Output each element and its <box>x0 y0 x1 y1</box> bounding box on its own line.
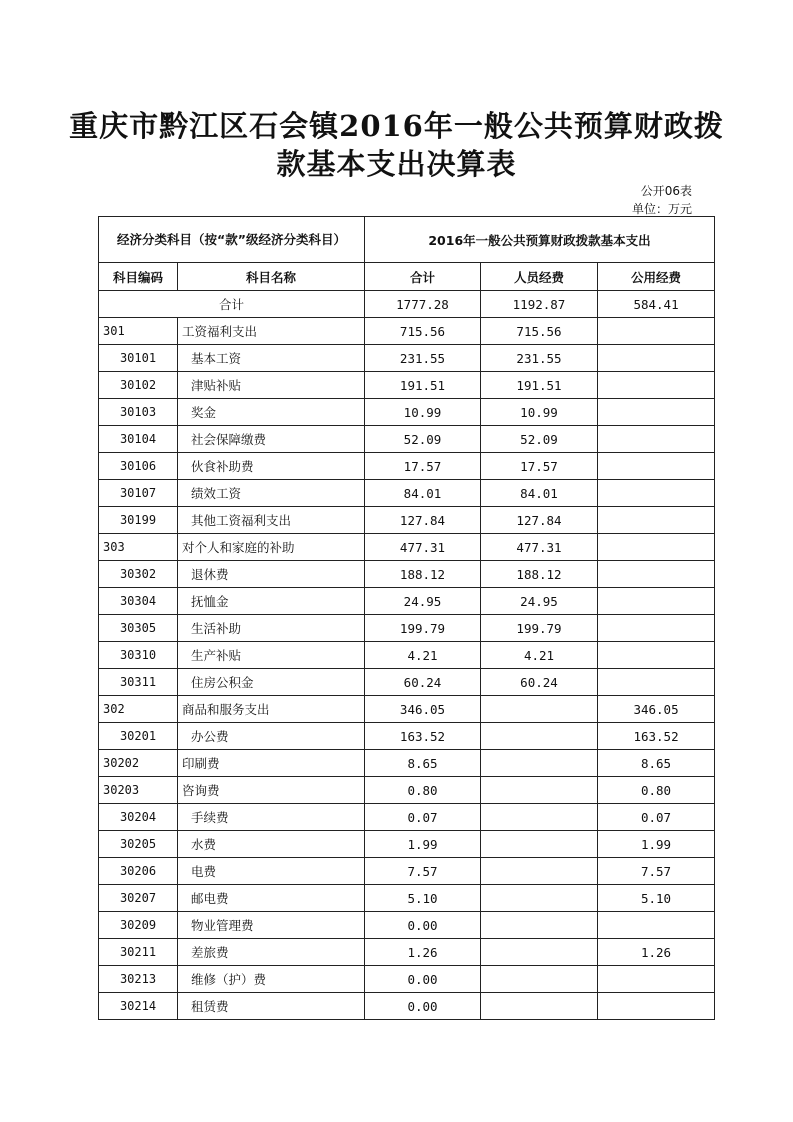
row-public: 163.52 <box>598 723 715 750</box>
row-name: 其他工资福利支出 <box>178 507 365 534</box>
row-code: 301 <box>99 318 178 345</box>
row-personnel <box>481 939 598 966</box>
row-name: 印刷费 <box>178 750 365 777</box>
row-code: 30302 <box>99 561 178 588</box>
table-row <box>99 696 715 723</box>
header-economic-category: 经济分类科目（按“款”级经济分类科目） <box>99 217 365 263</box>
row-personnel <box>481 912 598 939</box>
page-title-line-2: 款基本支出决算表 <box>276 147 517 181</box>
row-code: 30199 <box>99 507 178 534</box>
row-total: 0.00 <box>365 912 481 939</box>
table-row <box>99 966 715 993</box>
row-code: 30310 <box>99 642 178 669</box>
row-public <box>598 318 715 345</box>
row-personnel <box>481 885 598 912</box>
row-personnel: 52.09 <box>481 426 598 453</box>
row-public: 1.99 <box>598 831 715 858</box>
row-name: 邮电费 <box>178 885 365 912</box>
header-row-group <box>99 217 715 263</box>
row-total: 0.07 <box>365 804 481 831</box>
row-name: 生产补贴 <box>178 642 365 669</box>
row-code: 30305 <box>99 615 178 642</box>
row-code: 302 <box>99 696 178 723</box>
row-name: 对个人和家庭的补助 <box>178 534 365 561</box>
table-row <box>99 750 715 777</box>
row-name: 奖金 <box>178 399 365 426</box>
row-public <box>598 534 715 561</box>
row-total: 188.12 <box>365 561 481 588</box>
row-name: 生活补助 <box>178 615 365 642</box>
row-personnel: 60.24 <box>481 669 598 696</box>
row-code: 30204 <box>99 804 178 831</box>
row-code: 30211 <box>99 939 178 966</box>
total-label: 合计 <box>99 291 365 318</box>
row-total: 231.55 <box>365 345 481 372</box>
header-personnel-expense: 人员经费 <box>481 263 598 291</box>
row-public: 8.65 <box>598 750 715 777</box>
row-total: 191.51 <box>365 372 481 399</box>
row-personnel <box>481 777 598 804</box>
row-public <box>598 642 715 669</box>
row-total: 0.80 <box>365 777 481 804</box>
row-personnel <box>481 858 598 885</box>
total-amount: 1777.28 <box>365 291 481 318</box>
row-total: 7.57 <box>365 858 481 885</box>
row-total: 477.31 <box>365 534 481 561</box>
header-row-columns <box>99 263 715 291</box>
row-total: 4.21 <box>365 642 481 669</box>
table-row <box>99 804 715 831</box>
table-row <box>99 885 715 912</box>
row-public: 0.80 <box>598 777 715 804</box>
row-personnel: 188.12 <box>481 561 598 588</box>
row-personnel: 4.21 <box>481 642 598 669</box>
table-row <box>99 561 715 588</box>
total-personnel: 1192.87 <box>481 291 598 318</box>
row-public <box>598 399 715 426</box>
table-row <box>99 507 715 534</box>
row-code: 30213 <box>99 966 178 993</box>
row-name: 差旅费 <box>178 939 365 966</box>
row-personnel: 191.51 <box>481 372 598 399</box>
row-name: 办公费 <box>178 723 365 750</box>
row-code: 30202 <box>99 750 178 777</box>
table-row <box>99 588 715 615</box>
table-row <box>99 480 715 507</box>
row-personnel: 199.79 <box>481 615 598 642</box>
row-total: 0.00 <box>365 993 481 1020</box>
row-name: 住房公积金 <box>178 669 365 696</box>
row-personnel: 715.56 <box>481 318 598 345</box>
table-row <box>99 399 715 426</box>
row-name: 工资福利支出 <box>178 318 365 345</box>
header-basic-expenditure: 2016年一般公共预算财政拨款基本支出 <box>365 217 715 263</box>
row-public: 1.26 <box>598 939 715 966</box>
row-public <box>598 453 715 480</box>
row-public <box>598 912 715 939</box>
row-total: 1.26 <box>365 939 481 966</box>
row-name: 物业管理费 <box>178 912 365 939</box>
row-total: 52.09 <box>365 426 481 453</box>
table-row <box>99 642 715 669</box>
header-subject-name: 科目名称 <box>178 263 365 291</box>
row-code: 30304 <box>99 588 178 615</box>
row-total: 1.99 <box>365 831 481 858</box>
row-personnel <box>481 750 598 777</box>
row-total: 715.56 <box>365 318 481 345</box>
row-code: 30107 <box>99 480 178 507</box>
table-row <box>99 615 715 642</box>
row-code: 30104 <box>99 426 178 453</box>
row-public <box>598 372 715 399</box>
row-total: 60.24 <box>365 669 481 696</box>
row-total: 346.05 <box>365 696 481 723</box>
row-total: 17.57 <box>365 453 481 480</box>
page-title-line-1: 重庆市黔江区石会镇2016年一般公共预算财政拨 <box>69 109 724 143</box>
row-public <box>598 561 715 588</box>
table-row <box>99 831 715 858</box>
table-row <box>99 318 715 345</box>
row-personnel <box>481 831 598 858</box>
table-row <box>99 372 715 399</box>
row-personnel <box>481 723 598 750</box>
row-code: 303 <box>99 534 178 561</box>
row-public <box>598 615 715 642</box>
row-name: 维修（护）费 <box>178 966 365 993</box>
row-code: 30201 <box>99 723 178 750</box>
header-total: 合计 <box>365 263 481 291</box>
row-personnel: 17.57 <box>481 453 598 480</box>
row-total: 163.52 <box>365 723 481 750</box>
row-code: 30101 <box>99 345 178 372</box>
row-personnel <box>481 696 598 723</box>
table-row <box>99 777 715 804</box>
row-name: 抚恤金 <box>178 588 365 615</box>
table-row <box>99 858 715 885</box>
row-personnel: 24.95 <box>481 588 598 615</box>
row-personnel <box>481 993 598 1020</box>
row-code: 30311 <box>99 669 178 696</box>
row-code: 30214 <box>99 993 178 1020</box>
row-public <box>598 345 715 372</box>
row-personnel: 10.99 <box>481 399 598 426</box>
row-public <box>598 993 715 1020</box>
row-code: 30106 <box>99 453 178 480</box>
row-name: 手续费 <box>178 804 365 831</box>
row-name: 社会保障缴费 <box>178 426 365 453</box>
row-code: 30102 <box>99 372 178 399</box>
row-total: 8.65 <box>365 750 481 777</box>
form-number: 公开06表 <box>640 184 692 198</box>
row-personnel: 231.55 <box>481 345 598 372</box>
row-total: 24.95 <box>365 588 481 615</box>
table-row <box>99 993 715 1020</box>
row-code: 30203 <box>99 777 178 804</box>
row-total: 10.99 <box>365 399 481 426</box>
table-row <box>99 723 715 750</box>
row-name: 伙食补助费 <box>178 453 365 480</box>
row-public <box>598 669 715 696</box>
row-public: 5.10 <box>598 885 715 912</box>
row-name: 租赁费 <box>178 993 365 1020</box>
row-personnel: 84.01 <box>481 480 598 507</box>
row-name: 水费 <box>178 831 365 858</box>
table-row <box>99 669 715 696</box>
header-subject-code: 科目编码 <box>99 263 178 291</box>
row-public <box>598 480 715 507</box>
row-personnel: 477.31 <box>481 534 598 561</box>
row-total: 0.00 <box>365 966 481 993</box>
row-personnel <box>481 804 598 831</box>
row-name: 商品和服务支出 <box>178 696 365 723</box>
row-personnel: 127.84 <box>481 507 598 534</box>
total-row <box>99 291 715 318</box>
unit-label: 单位：万元 <box>631 202 692 216</box>
expenditure-table <box>98 216 715 1020</box>
table-row <box>99 912 715 939</box>
row-public <box>598 588 715 615</box>
row-code: 30209 <box>99 912 178 939</box>
table-row <box>99 534 715 561</box>
row-total: 5.10 <box>365 885 481 912</box>
row-public: 7.57 <box>598 858 715 885</box>
row-personnel <box>481 966 598 993</box>
row-public: 346.05 <box>598 696 715 723</box>
row-total: 127.84 <box>365 507 481 534</box>
row-public <box>598 507 715 534</box>
row-code: 30206 <box>99 858 178 885</box>
table-row <box>99 345 715 372</box>
row-name: 基本工资 <box>178 345 365 372</box>
table-row <box>99 939 715 966</box>
row-public: 0.07 <box>598 804 715 831</box>
row-public <box>598 426 715 453</box>
header-public-expense: 公用经费 <box>598 263 715 291</box>
row-total: 199.79 <box>365 615 481 642</box>
row-name: 津贴补贴 <box>178 372 365 399</box>
row-public <box>598 966 715 993</box>
total-public: 584.41 <box>598 291 715 318</box>
row-name: 电费 <box>178 858 365 885</box>
table-row <box>99 453 715 480</box>
row-name: 绩效工资 <box>178 480 365 507</box>
row-name: 退休费 <box>178 561 365 588</box>
row-name: 咨询费 <box>178 777 365 804</box>
row-code: 30103 <box>99 399 178 426</box>
row-code: 30205 <box>99 831 178 858</box>
table-row <box>99 426 715 453</box>
row-code: 30207 <box>99 885 178 912</box>
row-total: 84.01 <box>365 480 481 507</box>
